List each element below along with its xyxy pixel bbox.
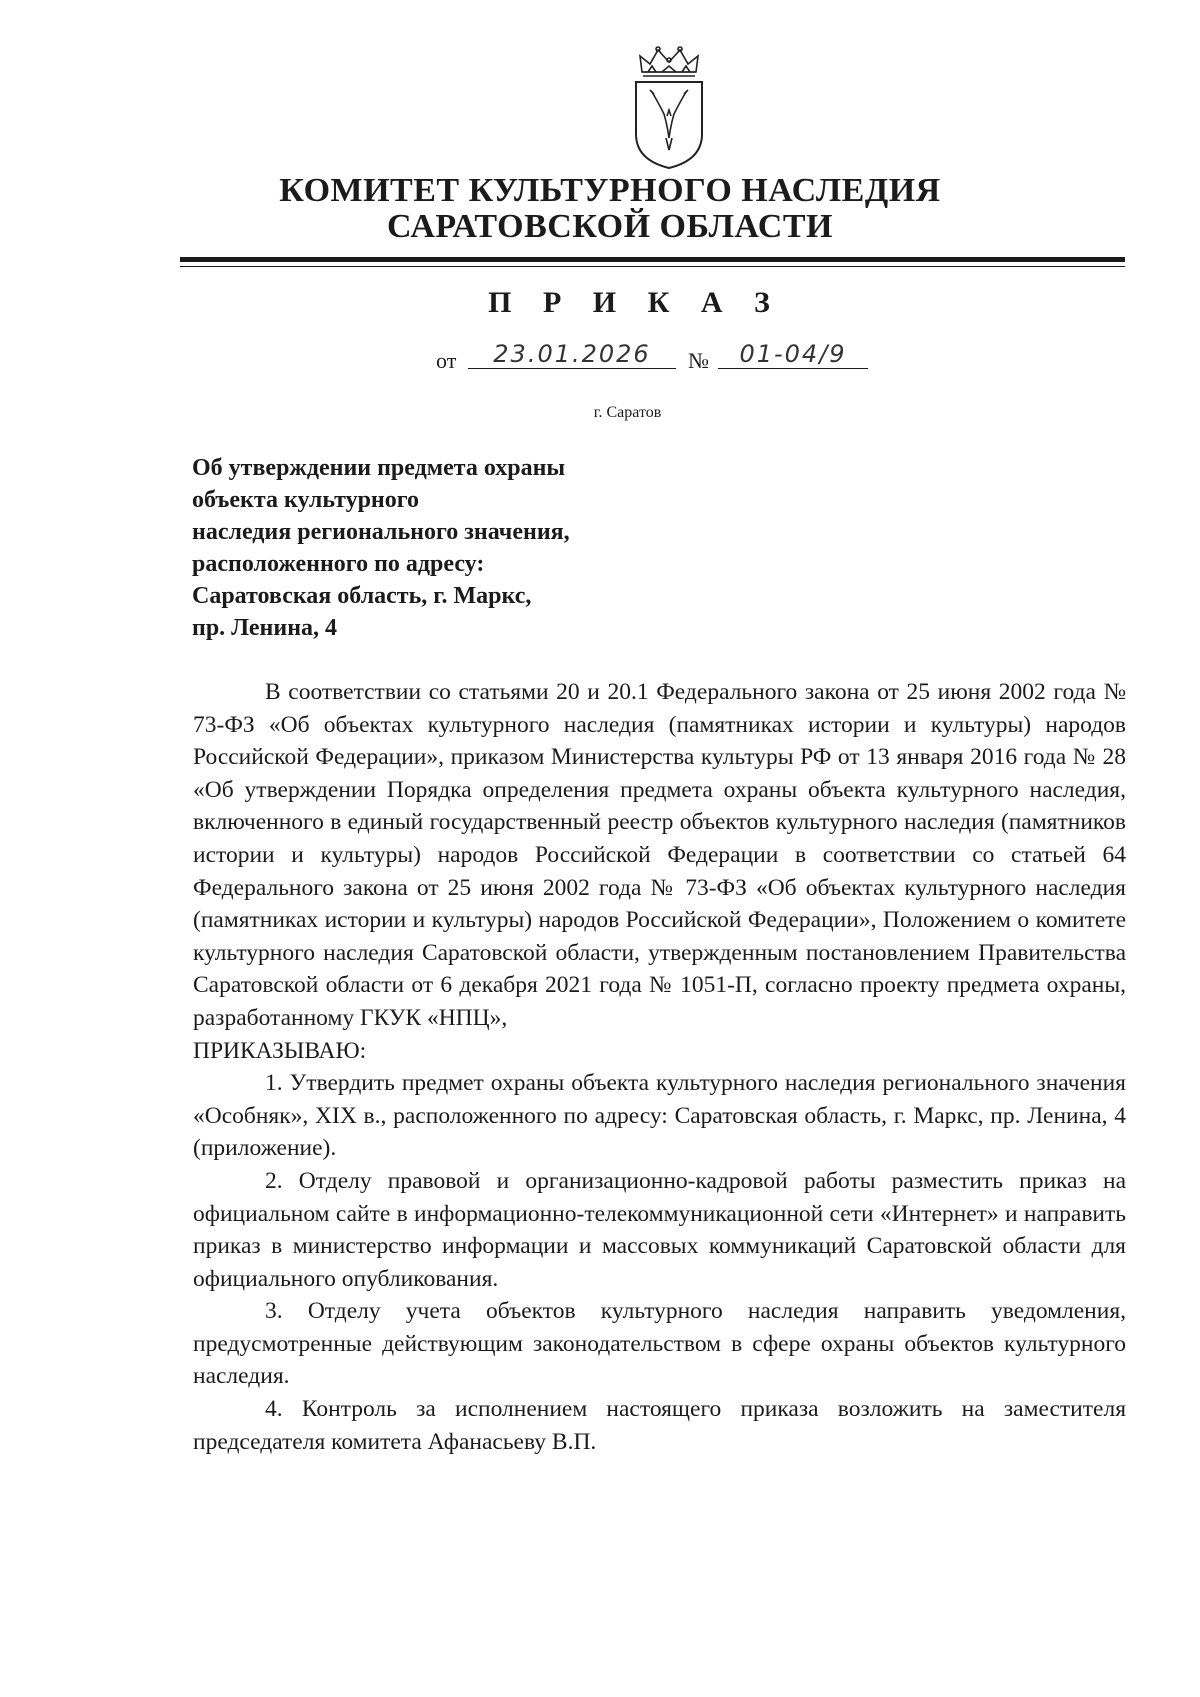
document-date: 23.01.2026 xyxy=(468,340,676,369)
number-label: № xyxy=(688,348,709,373)
order-item-4: 4. Контроль за исполнением настоящего приказа возложить на заместителя председателя комитета Афанасьеву В.П. xyxy=(193,1396,1126,1455)
order-item-1: 1. Утвердить предмет охраны объекта культурного наследия регионального значения «Особняк», XIX в., расположенного по адресу: Саратовская область, г. Маркс, пр. Ленина, 4 (приложение). xyxy=(193,1070,1126,1162)
order-item-2: 2. Отделу правовой и организационно-кадровой работы разместить приказ на официальном сайте в информационно-телекоммуникационной сети «Интернет» и направить приказ в министерство информации и массовых коммуникаций Саратовской области для официального опубликования. xyxy=(193,1167,1126,1292)
subject-line: Саратовская область, г. Маркс, xyxy=(192,583,532,609)
saratov-coat-of-arms-icon xyxy=(628,42,710,170)
header-divider-thick xyxy=(180,257,1125,262)
order-item-3: 3. Отделу учета объектов культурного наследия направить уведомления, предусмотренные действующим законодательством в сфере охраны объектов культурного наследия. xyxy=(193,1298,1126,1390)
preamble-paragraph: В соответствии со статьями 20 и 20.1 Федерального закона от 25 июня 2002 года № 73-ФЗ «Об объектах культурного наследия (памятниках истории и культуры) народов Российской Федерации», приказом Министерства культуры РФ от 13 января 2016 года № 28 «Об утверждении Порядка определения предмета охраны объекта культурного наследия, включенного в единый государственный реестр объектов культурного наследия (памятников истории и культуры) народов Российской Федерации в соответствии со статьей 64 Федерального закона от 25 июня 2002 года № 73-ФЗ «Об объектах культурного наследия (памятниках истории и культуры) народов Российской Федерации», Положением о комитете культурного наследия Саратовской области, утвержденным постановлением Правительства Саратовской области от 6 декабря 2021 года № 1051-П, согласно проекту предмета охраны, разработанному ГКУК «НПЦ», xyxy=(193,679,1126,1031)
document-body xyxy=(193,676,1126,1458)
subject-line: расположенного по адресу: xyxy=(192,551,485,577)
document-type-title: П Р И К А З xyxy=(488,286,782,319)
date-from-label: от xyxy=(436,348,457,373)
committee-name-line2: САРАТОВСКОЙ ОБЛАСТИ xyxy=(387,208,833,245)
order-word: ПРИКАЗЫВАЮ: xyxy=(193,1037,367,1064)
subject-line: наследия регионального значения, xyxy=(192,519,570,545)
document-subject xyxy=(192,452,570,644)
document-number: 01-04/9 xyxy=(718,340,868,369)
header-divider-thin xyxy=(180,266,1125,267)
issuing-city: г. Саратов xyxy=(593,404,662,421)
subject-line: Об утверждении предмета охраны xyxy=(192,455,566,481)
committee-name-line1: КОМИТЕТ КУЛЬТУРНОГО НАСЛЕДИЯ xyxy=(279,172,941,209)
subject-line: пр. Ленина, 4 xyxy=(192,615,338,641)
subject-line: объекта культурного xyxy=(192,487,420,513)
